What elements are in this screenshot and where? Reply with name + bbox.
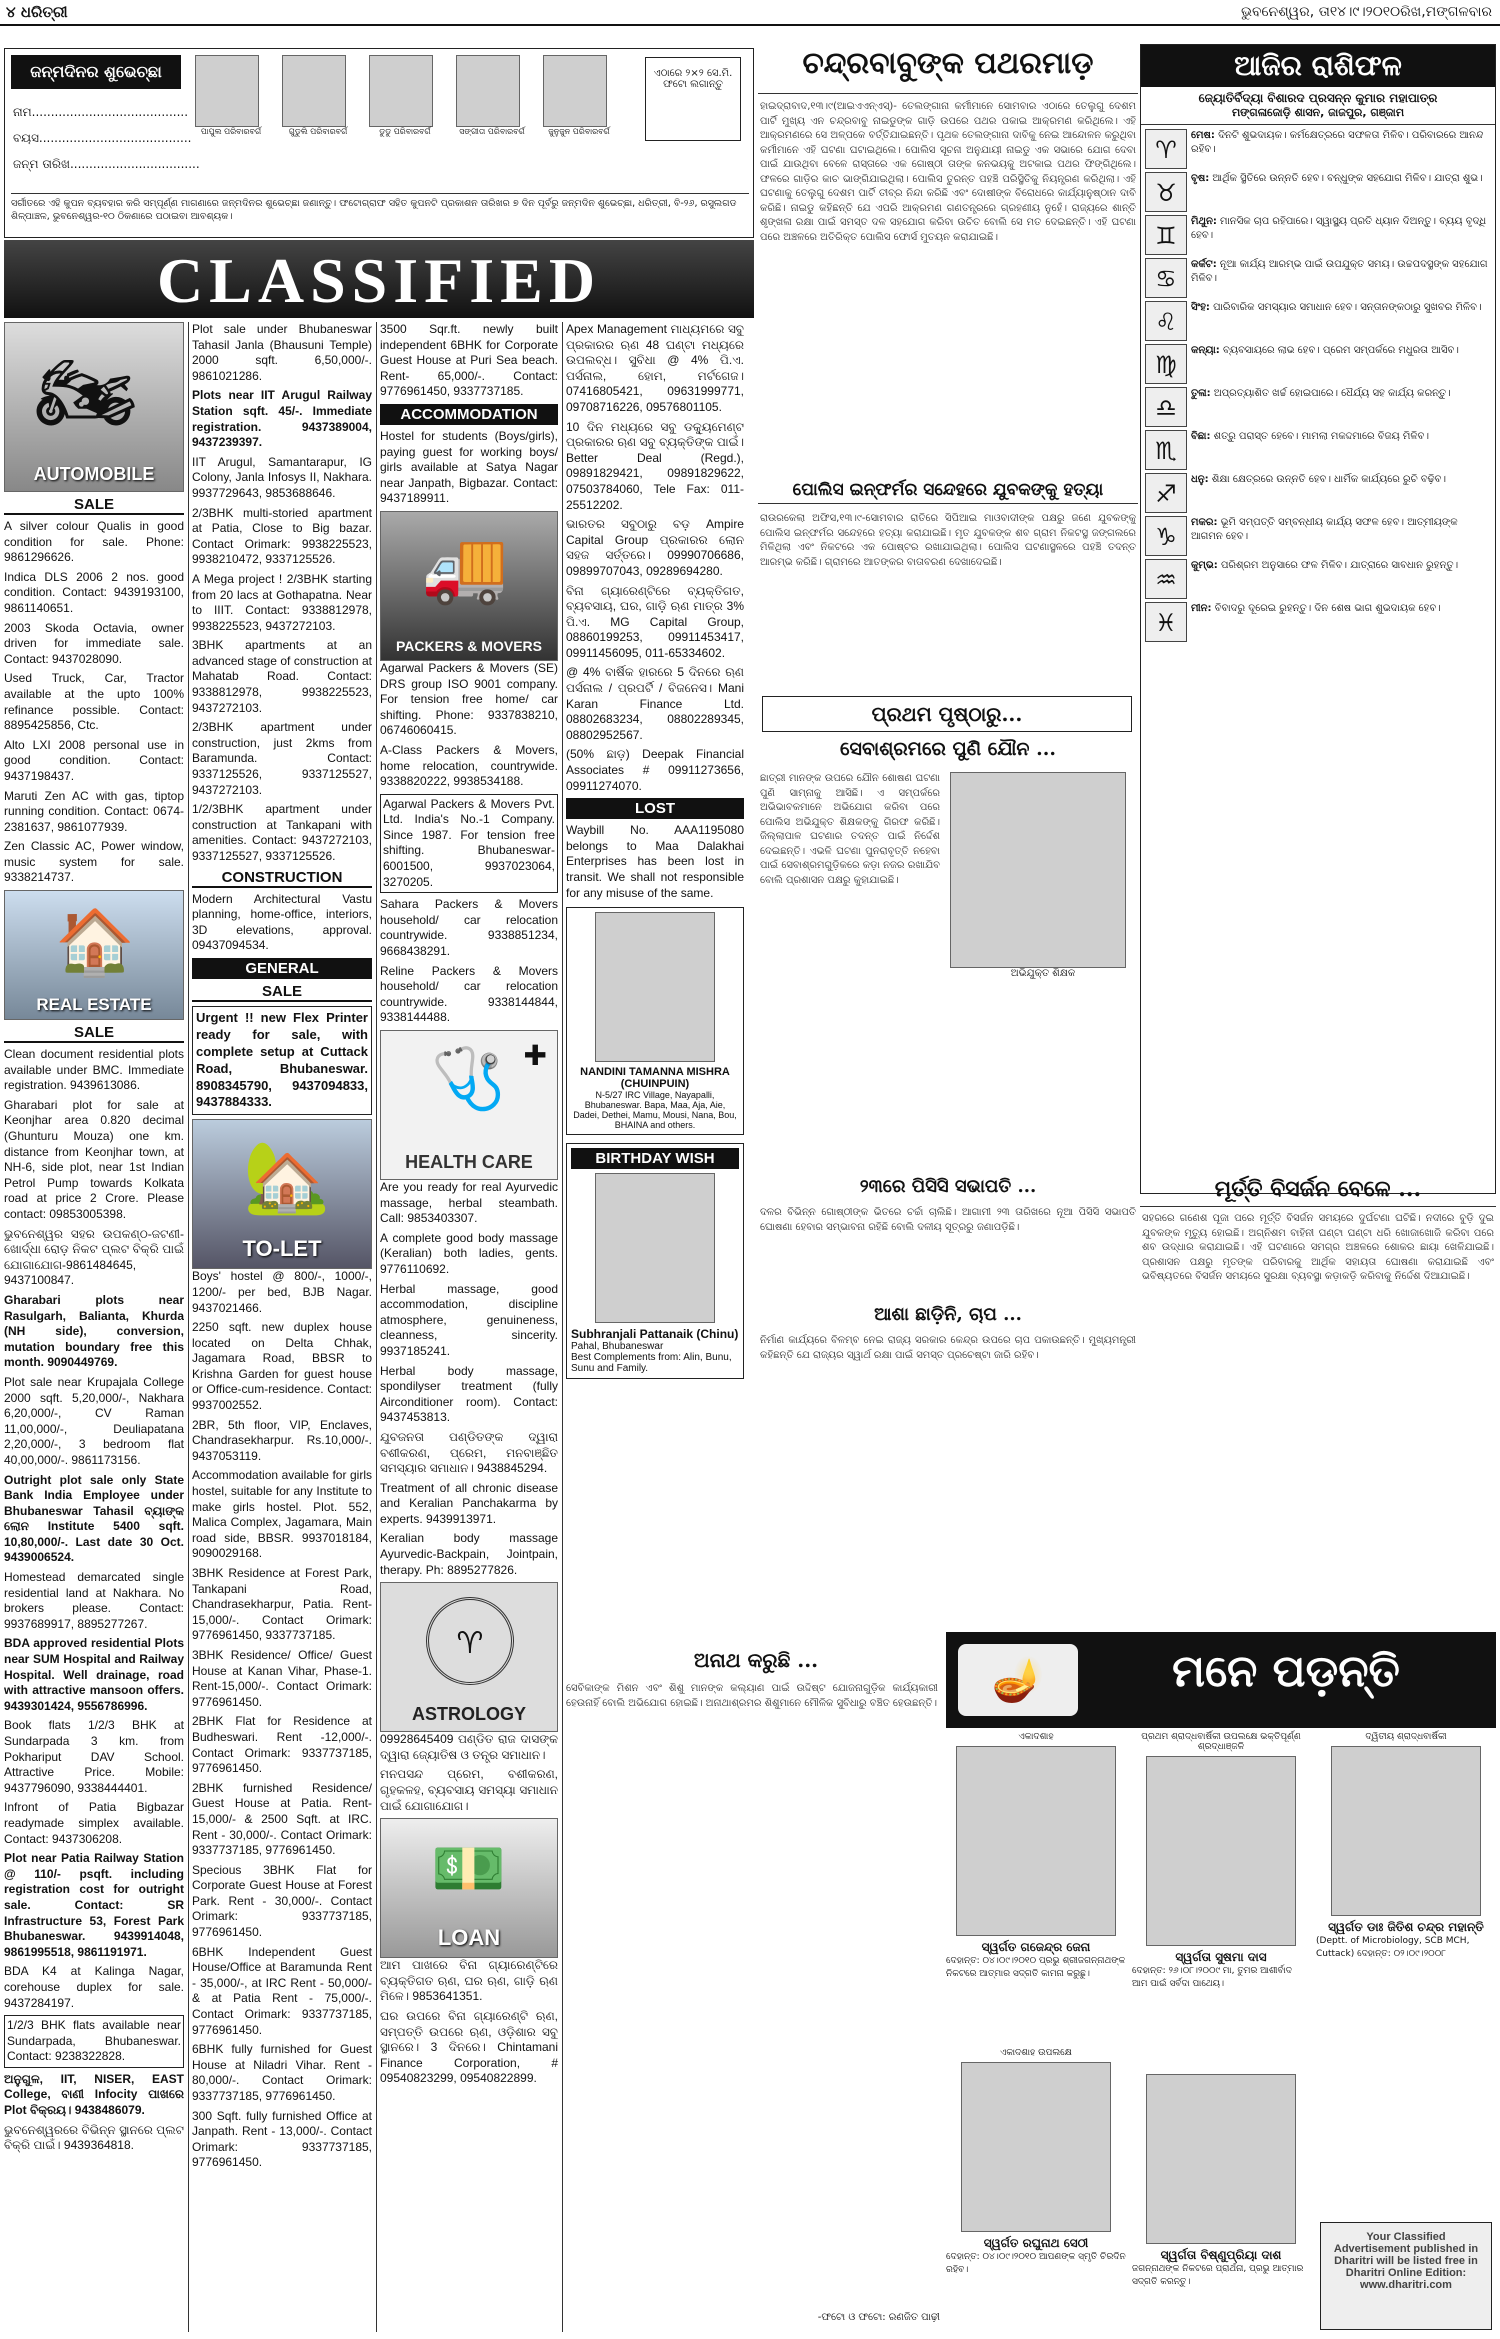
- classified-ad: Urgent !! new Flex Printer ready for sale, with complete setup at Cuttack Road, Bhubaneswar. 8908345790, 9437094833, 9437884333.: [192, 1006, 372, 1115]
- sagittarius-icon: ♐: [1145, 473, 1187, 513]
- birthday-notice-address: N-5/27 IRC Village, Nayapalli, Bhubaneswar. Bapa, Maa, Aja, Aie, Dadei, Dethei, Mamu, Mousi, Nana, Bou, BHAINA and others.: [573, 1090, 737, 1131]
- classified-ad: Used Truck, Car, Tractor available at the upto 100% refinance possible. Contact: 8895425856, Ctc.: [4, 671, 184, 733]
- sign-name: କନ୍ୟା:: [1191, 345, 1220, 356]
- horoscope-item-text: [1191, 129, 1491, 169]
- money-icon: 💵: [431, 1834, 506, 1905]
- coupon-footer: ସର୍ଗୀତରେ ଏହି କୁପନ ବ୍ୟବହାର କରି ସମ୍ପୂର୍ଣ୍ଣ ମାଗଣାରେ ଜନ୍ମଦିନର ଶୁଭେଚ୍ଛା ଜଣାନ୍ତୁ। ଫଟୋଗ୍ରାଫ ସହିତ କୁପନଟି ପ୍ରକାଶନ ତାରିଖର ୭ ଦିନ ପୂର୍ବରୁ ଜନ୍ମଦିନ ଶୁଭେଚ୍ଛା, ଧରିତ୍ରୀ, ବି-୨୬, ରସୁଲଗଡ ଶିଳ୍ପାଞ୍ଚଳ, ଭୁବନେଶ୍ୱର-୧୦ ଠିକଣାରେ ପଠାଇବା ଆବଶ୍ୟକ।: [11, 193, 749, 224]
- lost-heading: LOST: [566, 798, 744, 819]
- classified-ad: ଅନୁଗୁଳ, IIT, NISER, EAST College, ବାଣୀ Infocity ପାଖରେ Plot ବିକ୍ରୟ। 9438486079.: [4, 2071, 184, 2118]
- aries-icon: ♈: [1145, 129, 1187, 169]
- classified-ad: 2/3BHK multi-storied apartment at Patia, Close to Big bazar. Contact Orimark: 9938225523, 9938210472, 9337125526.: [192, 505, 372, 567]
- section-head: GENERAL: [192, 958, 372, 979]
- classified-ad: 2BHK furnished Residence/ Guest House at Patia. Rent-15,000/- & 2500 Sqft. at IRC. Rent - 30,000/-. Contact Orimark: 9337737185, 9776961450.: [192, 1780, 372, 1858]
- classified-ad: ଭୁବନେଶ୍ୱରରେ ବିଭିନ୍ନ ସ୍ଥାନରେ ପ୍ଲଟ ବିକ୍ରି ପାଇଁ। 9439364818.: [4, 2122, 184, 2153]
- classified-ad: Modern Architectural Vastu planning, home-office, interiors, 3D elevations, approval. 09437094534.: [192, 891, 372, 953]
- photo-placeholder-note: ଏଠାରେ ୨×୨ ସେ.ମି. ଫଟୋ ଲଗାନ୍ତୁ: [645, 57, 741, 141]
- classified-ad: Reline Packers & Movers household/ car relocation countrywide. 9338144844, 9338144488.: [380, 963, 558, 1025]
- memorial-item-1: [946, 1732, 1126, 2042]
- memorial-photo: [1146, 2074, 1296, 2244]
- classified-banner: [4, 240, 754, 318]
- building-icon: 🏡: [243, 1136, 331, 1219]
- classified-ad: 3BHK Residence at Forest Park, Tankapani Road, Chandrasekharpur, Patia. Rent-15,000/-. Contact Orimark: 9776961450, 9337737185.: [192, 1566, 372, 1643]
- memorial-banner: [946, 1632, 1496, 1728]
- horoscope-item-aquarius: [1145, 559, 1491, 599]
- horoscope-item-text: [1191, 387, 1451, 427]
- classified-ad: 1/2/3 BHK flats available near Sundarpada, Bhubaneswar. Contact: 9238322828.: [4, 2015, 184, 2068]
- anath-photo-credit: -ଫଟୋ ଓ ଫଟୋ: ରଣଜିତ ପାଢ଼ୀ: [817, 2312, 940, 2323]
- column-rule: [376, 322, 377, 2332]
- section-head: ACCOMMODATION: [380, 404, 558, 425]
- sign-text: ଶତ୍ରୁ ପରାସ୍ତ ହେବେ। ମାମଲା ମକଦ୍ଦମାରେ ବିଜୟ ମିଳିବ।: [1213, 431, 1429, 442]
- classified-ad: 2/3BHK apartment under construction, just 2kms from Baramunda. Contact: 9337125526, 9337125527, 9437272103.: [192, 720, 372, 797]
- classified-ad: Plot sale under Bhubaneswar Tahasil Janla (Bhausuni Temple) 2000 sqft. 6,50,000/-. 9861021286.: [192, 322, 372, 383]
- sign-name: ମିଥୁନ:: [1191, 216, 1217, 227]
- classified-ad: ଭୁବନେଶ୍ୱର ସହର ଉପକଣ୍ଠ-ଜଟଣୀ-ଖୋର୍ଦ୍ଧା ରୋଡ଼ ନିକଟ ପ୍ଲଟ ବିକ୍ରି ପାଇଁ ଯୋଗାଯୋଗ-9861484645, 9437100847.: [4, 1226, 184, 1288]
- classified-ad: Maruti Zen AC with gas, tiptop running condition. Contact: 0674-2381637, 9861077939.: [4, 788, 184, 834]
- front-page-label: ପ୍ରଥମ ପୃଷ୍ଠାରୁ...: [762, 696, 1132, 732]
- classified-ad: Herbal body massage, spondilyser treatment (fully Airconditioner room). Contact: 9437453813.: [380, 1363, 558, 1425]
- memorial-label: ଦ୍ୱିତୀୟ ଶ୍ରାଦ୍ଧବାର୍ଷିକୀ: [1365, 1732, 1447, 1742]
- stethoscope-icon: 🩺: [431, 1044, 506, 1114]
- capricorn-icon: ♑: [1145, 516, 1187, 556]
- classified-ad: A complete good body massage (Keralian) both ladies, gents. 9776110692.: [380, 1230, 558, 1276]
- birthday-wish-compliments: Best Complements from: Alin, Bunu, Sunu and Family.: [571, 1352, 732, 1375]
- classified-ad: 300 Sqft. fully furnished Office at Janpath. Rent - 13,000/-. Contact Orimark: 9337737185, 9776961450.: [192, 2108, 372, 2170]
- healthcare-banner: [380, 1030, 558, 1180]
- child-caption: ଡୁଡୁ ପରିବାରବର୍ଗ: [379, 127, 431, 136]
- classified-ad: 3500 Sqr.ft. newly built independent 6BHK for Corporate Guest House at Puri Sea beach. Rent- 65,000/-. Contact: 9776961450, 9337737185.: [380, 322, 558, 399]
- section-head: CONSTRUCTION: [192, 869, 372, 888]
- column-rule: [562, 322, 563, 2332]
- classified-ad: 2BR, 5th floor, VIP, Enclaves, Chandrasekharpur. Rs.10,000/-. 9437053119.: [192, 1417, 372, 1463]
- memorial-name: ସ୍ୱର୍ଗତ ଡାଃ ଜିତିଶ ଚନ୍ଦ୍ର ମହାନ୍ତି: [1328, 1920, 1484, 1934]
- loan-banner: [380, 1818, 558, 1958]
- horoscope-item-libra: [1145, 387, 1491, 427]
- horoscope-item-text: [1191, 172, 1483, 212]
- classified-ad: 2250 sqft. new duplex house located on Delta Chhak, Jagamara Road, BBSR to Krishna Garden for guest house or Office-cum-residence. Contact: 9937002552.: [192, 1320, 372, 1413]
- sign-text: ପରିଶ୍ରମ ଅନୁସାରେ ଫଳ ମିଳିବ। ଯାତ୍ରାରେ ସାବଧାନ ରୁହନ୍ତୁ।: [1220, 560, 1459, 571]
- column-rule: [188, 322, 189, 2332]
- classified-ad: Gharabari plot for sale at Keonjhar area 0.820 decimal (Ghunturu Mouza) one km. distance from Keonjhar town, at NH-6, side plot, near 1st Indian Petrol Pump towards Kolkata road at price 2 Crore. Please contact: 09853005398.: [4, 1097, 184, 1221]
- police-headline: ପୋଲିସ ଇନ୍‌ଫର୍ମର ସନ୍ଦେହରେ ଯୁବକଙ୍କୁ ହତ୍ୟା: [758, 480, 1138, 504]
- birthday-coupon-title: ଜନ୍ମଦିନର ଶୁଭେଚ୍ଛା: [11, 55, 181, 89]
- sign-text: ବିବାଦରୁ ଦୂରେଇ ରୁହନ୍ତୁ। ଦିନ ଶେଷ ଭାଗ ଶୁଭଦାୟକ ହେବ।: [1214, 603, 1441, 614]
- leo-icon: ♌: [1145, 301, 1187, 341]
- cancer-icon: ♋: [1145, 258, 1187, 298]
- classified-ad: ବିନା ଗ୍ୟାରେଣ୍ଟିରେ ବ୍ୟକ୍ତିଗତ, ବ୍ୟବସାୟ, ଘର, ଗାଡ଼ି ଋଣ ମାତ୍ର 3% ପି.ଏ. MG Capital Group, 08860199253, 09911453417, 09911456095, 011-65334602.: [566, 583, 744, 660]
- memorial-photo: [956, 1746, 1116, 1936]
- sign-name: ବୃଷ:: [1191, 173, 1210, 184]
- birthday-wish-nick: (Chinu): [696, 1327, 739, 1342]
- anath-article-body: ସେବିକାଙ୍କ ମିଶନ ଏବଂ ଶିଶୁ ମାନଙ୍କ କଲ୍ୟାଣ ପାଇଁ ଉଦ୍ଦିଷ୍ଟ ଯୋଜନାଗୁଡ଼ିକ କାର୍ଯ୍ୟକାରୀ ହେଉନାହିଁ ବୋଲି ଅଭିଯୋଗ ହୋଇଛି। ଅନାଥାଶ୍ରମର ଶିଶୁମାନେ ମୌଳିକ ସୁବିଧାରୁ ବଞ୍ଚିତ ହେଉଛନ୍ତି।: [566, 1683, 938, 1709]
- realestate-label: REAL ESTATE: [36, 995, 152, 1015]
- classified-ad: IIT Arugul, Samantarapur, IG Colony, Janla Infosys II, Nakhara. 9937729643, 9853688646.: [192, 454, 372, 500]
- pisces-icon: ♓: [1145, 602, 1187, 642]
- realestate-banner: [4, 890, 184, 1020]
- classified-ad: ଘର ଉପରେ ବିନା ଗ୍ୟାରେଣ୍ଟି ଋଣ, ସମ୍ପତ୍ତି ଉପରେ ଋଣ, ଓଡ଼ିଶାର ସବୁ ସ୍ଥାନରେ। 3 ଦିନରେ। Chintamani Finance Corporation, # 09540823299, 09540822899.: [380, 2009, 558, 2086]
- horoscope-item-aries: [1145, 129, 1491, 169]
- memorial-item-2: [1132, 1732, 1310, 2062]
- truck-icon: 🚚: [421, 525, 509, 608]
- memorial-photo: [1146, 1756, 1296, 1946]
- packers-label: PACKERS & MOVERS: [396, 637, 542, 654]
- classified-ad: Outright plot sale only State Bank India Employee under Bhubaneswar Tahasil ବ୍ୟାଙ୍କ ଲୋନ Institute 5400 sqft. 10,80,000/-. Last date 30 Oct. 9439006524.: [4, 1472, 184, 1565]
- child-photo-4: [456, 55, 528, 141]
- taurus-icon: ♉: [1145, 172, 1187, 212]
- section-head: SALE: [4, 496, 184, 515]
- sign-text: ଦିନଟି ଶୁଭଦାୟକ। କର୍ମକ୍ଷେତ୍ରରେ ସଫଳତା ମିଳିବ। ପରିବାରରେ ଆନନ୍ଦ ରହିବ।: [1191, 130, 1484, 155]
- horoscope-item-scorpio: [1145, 430, 1491, 470]
- anath-headline: ଅନାଥ କରୁଛି ...: [693, 1648, 819, 1672]
- teacher-photo: [950, 772, 1126, 968]
- section-head: SALE: [4, 1024, 184, 1043]
- sign-name: କୁମ୍ଭ:: [1191, 560, 1218, 571]
- classified-ad: A Mega project ! 2/3BHK starting from 20 lacs at Gothapatna. Near to IIIT. Contact: 9338812978, 9938225523, 9437272103.: [192, 571, 372, 633]
- astrology-banner: [380, 1582, 558, 1732]
- child-photo-5: [543, 55, 615, 141]
- classified-ad: A-Class Packers & Movers, home relocation, countrywide. 9338820222, 9938534188.: [380, 742, 558, 789]
- memorial-photo: [961, 2062, 1111, 2232]
- horoscope-title: ଆଜିର ରାଶିଫଳ: [1141, 45, 1495, 87]
- horoscope-address: ମଙ୍ଗଳାଜୋଡ଼ି ଶାସନ, ଜାଜପୁର, ଗଞ୍ଜାମ: [1141, 106, 1495, 125]
- classified-ad: Plots near IIT Arugul Railway Station sqft. 45/-. Immediate registration. 9437389004, 9437239397.: [192, 388, 372, 450]
- dateline: ଭୁବନେଶ୍ୱର, ତା୧୪।୯।୨୦୧୦ରିଖ,ମଙ୍ଗଳବାର: [1240, 4, 1492, 20]
- coupon-field-age: ବୟସ........................................: [13, 131, 192, 145]
- sign-text: ନୂଆ କାର୍ଯ୍ୟ ଆରମ୍ଭ ପାଇଁ ଉପଯୁକ୍ତ ସମୟ। ଉଚ୍ଚପଦସ୍ଥଙ୍କ ସହଯୋଗ ମିଳିବ।: [1191, 259, 1488, 284]
- masthead: [0, 0, 1500, 26]
- classified-ad: 09928645409 ପଣ୍ଡିତ ରାଜ ଦାସଙ୍କ ଦ୍ୱାରା ଜ୍ୟୋତିଷ ଓ ତନ୍ତ୍ର ସମାଧାନ।: [380, 1732, 558, 1762]
- sign-name: ସିଂହ:: [1191, 302, 1210, 313]
- lost-notice: Waybill No. AAA1195080 belongs to Maa Dalakhai Enterprises has been lost in transit. We shall not responsible for any misuse of the same.: [566, 823, 744, 900]
- horoscope-item-text: [1191, 430, 1429, 470]
- tolet-banner: [192, 1119, 372, 1269]
- memorial-label: ଏକାଦଶାହ ଉପଲକ୍ଷେ: [1000, 2048, 1072, 2058]
- horoscope-item-text: [1191, 473, 1446, 513]
- child-photo: [369, 55, 433, 127]
- horoscope-item-text: [1191, 602, 1441, 642]
- classified-column-1: [4, 322, 184, 2322]
- memorial-name: ସ୍ୱର୍ଗତ ଗଜେନ୍ଦ୍ର ଜେନା: [981, 1940, 1091, 1954]
- libra-icon: ♎: [1145, 387, 1187, 427]
- healthcare-label: HEALTH CARE: [405, 1152, 533, 1172]
- classified-ad: Accommodation available for girls hostel, suitable for any Institute to make girls hostel. Plot. 552, Malica Complex, Jagamara, Main road side, BBSR. 9937018184, 9090029168.: [192, 1468, 372, 1561]
- asha-article-body: ନିର୍ମାଣ କାର୍ଯ୍ୟରେ ବିଳମ୍ବ ନେଇ ରାଜ୍ୟ ସରକାର କେନ୍ଦ୍ର ଉପରେ ଚାପ ପକାଉଛନ୍ତି। ମୁଖ୍ୟମନ୍ତ୍ରୀ କହିଛନ୍ତି ଯେ ରାଜ୍ୟର ସ୍ୱାର୍ଥ ରକ୍ଷା ପାଇଁ ସମସ୍ତ ପ୍ରଚେଷ୍ଟା ଜାରି ରହିବ।: [760, 1335, 1136, 1361]
- horoscope-item-pisces: [1145, 602, 1491, 642]
- lead-headline: ଚନ୍ଦ୍ରବାବୁଙ୍କ ପଥରମାଡ଼: [758, 46, 1138, 94]
- classified-ad: 2003 Skoda Octavia, owner driven for immediate sale. Contact: 9437028090.: [4, 620, 184, 666]
- classified-ad: Agarwal Packers & Movers Pvt. Ltd. India's No.-1 Company. Since 1987. For tension free shifting. Bhubaneswar-6001500, 9937023064, 3270205.: [380, 794, 558, 894]
- sign-text: ଅପ୍ରତ୍ୟାଶିତ ଖର୍ଚ୍ଚ ହୋଇପାରେ। ଧୈର୍ଯ୍ୟ ସହ କାର୍ଯ୍ୟ କରନ୍ତୁ।: [1213, 388, 1451, 399]
- sign-name: ମକର:: [1191, 517, 1218, 528]
- birthday-notice-name: NANDINI TAMANNA MISHRA (CHUINPUIN): [580, 1066, 730, 1091]
- birthday-wish-fullname: Subhranjali Pattanaik: [571, 1327, 694, 1342]
- classified-ad: ମନପସନ୍ଦ ପ୍ରେମ, ବଶୀକରଣ, ଗୃହକଳହ, ବ୍ୟବସାୟ ସମସ୍ୟା ସମାଧାନ ପାଇଁ ଯୋଗାଯୋଗ।: [380, 1767, 558, 1813]
- classified-ad: Indica DLS 2006 2 nos. good condition. Contact: 9439193100, 9861140651.: [4, 569, 184, 615]
- horoscope-item-text: [1191, 258, 1491, 298]
- child-caption: ସଙ୍ଗୀତା ପରିବାରବର୍ଗ: [459, 127, 525, 136]
- person-photo: [595, 1173, 715, 1323]
- sign-text: ପାରିବାରିକ ସମସ୍ୟାର ସମାଧାନ ହେବ। ସନ୍ତାନଙ୍କଠାରୁ ସୁଖବର ମିଳିବ।: [1213, 302, 1482, 313]
- horoscope-item-taurus: [1145, 172, 1491, 212]
- child-photo: [456, 55, 520, 127]
- sign-name: ତୁଳା:: [1191, 388, 1211, 399]
- classified-column-3: [380, 322, 558, 2322]
- coupon-field-dob: ଜନ୍ମ ତାରିଖ..................................: [13, 157, 200, 171]
- automobile-banner: [4, 322, 184, 492]
- horoscope-item-virgo: [1145, 344, 1491, 384]
- horoscope-item-gemini: [1145, 215, 1491, 255]
- gemini-icon: ♊: [1145, 215, 1187, 255]
- birthday-wish-place: Pahal, Bhubaneswar: [571, 1341, 664, 1353]
- diya-icon: 🪔: [958, 1644, 1078, 1716]
- memorial-detail: ଦେହାନ୍ତ: ୨୬।୦୮।୨୦୦୯ ମା, ତୁମର ଆଶୀର୍ବାଦ ଆମ ପାଇଁ ସର୍ବଦା ପାଥେୟ।: [1132, 1966, 1292, 1989]
- sevashram-article-body: ଛାତ୍ରୀ ମାନଙ୍କ ଉପରେ ଯୌନ ଶୋଷଣ ଘଟଣା ପୁଣି ସାମ୍ନାକୁ ଆସିଛି। ଏ ସମ୍ପର୍କରେ ଅଭିଭାବକମାନେ ଅଭିଯୋଗ କରିବା ପରେ ପୋଲିସ ଅଭିଯୁକ୍ତ ଶିକ୍ଷକଙ୍କୁ ଗିରଫ କରିଛି। ଜିଲ୍ଲାପାଳ ଘଟଣାର ତଦନ୍ତ ପାଇଁ ନିର୍ଦ୍ଦେଶ ଦେଇଛନ୍ତି। ଏଭଳି ଘଟଣା ପୁନରାବୃତ୍ତି ନହେବା ପାଇଁ ସେବାଶ୍ରମଗୁଡ଼ିକରେ କଡ଼ା ନଜର ରଖାଯିବ ବୋଲି ପ୍ରଶାସନ ପକ୍ଷରୁ କୁହାଯାଇଛି।: [760, 773, 940, 886]
- aquarius-icon: ♒: [1145, 559, 1187, 599]
- page-number: ୪ ଧରିତ୍ରୀ: [6, 3, 68, 21]
- lead-article-body: ହାଇଦ୍ରାବାଦ,୧୩।୯(ଆଇଏଏନ୍‌ଏସ୍‌)- ତେଲଙ୍ଗାନା କର୍ମୀମାନେ ସୋମବାର ଏଠାରେ ତେଲୁଗୁ ଦେଶମ ପାର୍ଟି ମୁଖ୍ୟ ଏନ ଚନ୍ଦ୍ରବାବୁ ନାଇଡୁଙ୍କ ଗାଡ଼ି ଉପରେ ପଥର ପକାଇ ଆକ୍ରମଣ କରିଥିଲେ। ଏହି ଆକ୍ରମଣରେ ସେ ଅଳ୍ପକେ ବର୍ତ୍ତିଯାଇଛନ୍ତି। ପୃଥକ ତେଲଙ୍ଗାନା ଦାବିକୁ ନେଇ ଆନ୍ଦୋଳନ କରୁଥିବା କର୍ମୀମାନେ ଏହି ଘଟଣା ଘଟାଇଥିଲେ। ପୋଲିସ ସୂଚନା ଅନୁଯାୟୀ ନାଇଡୁ ଏକ ସଭାରେ ଯୋଗ ଦେବା ପାଇଁ ଯାଉଥିବା ବେଳେ ରାସ୍ତାରେ ଏକ ଗୋଷ୍ଠୀ ତାଙ୍କ କନଭୟକୁ ଅଟକାଇ ପଥର ଫିଙ୍ଗିଥିଲେ। ଫଳରେ ଗାଡ଼ିର କାଚ ଭାଙ୍ଗିଯାଇଥିଲା। ପୋଲିସ ତୁରନ୍ତ ପହଞ୍ଚି ପରିସ୍ଥିତିକୁ ନିୟନ୍ତ୍ରଣ କରିଥିଲା। ଏହି ଘଟଣାକୁ ତେଲୁଗୁ ଦେଶମ ପାର୍ଟି ତୀବ୍ର ନିନ୍ଦା କରିଛି ଏବଂ ଦୋଷୀଙ୍କ ବିରୋଧରେ କାର୍ଯ୍ୟାନୁଷ୍ଠାନ ଦାବି କରିଛି। ନାଇଡୁ କହିଛନ୍ତି ଯେ ଏପରି ଆକ୍ରମଣ ଗଣତନ୍ତ୍ରରେ ଗ୍ରହଣୀୟ ନୁହେଁ। ରାଜ୍ୟରେ ଶାନ୍ତି ଶୃଙ୍ଖଳା ରକ୍ଷା ପାଇଁ ସମସ୍ତ ଦଳ ସହଯୋଗ କରିବା ଉଚିତ ବୋଲି ସେ ମତ ଦେଇଛନ୍ତି। ଏହି ଘଟଣା ପରେ ଅଞ୍ଚଳରେ ଅତିରିକ୍ତ ପୋଲିସ ଫୋର୍ସ ମୁତୟନ କରାଯାଇଛି।: [760, 101, 1136, 243]
- classified-ad: BDA approved residential Plots near SUM Hospital and Railway Hospital. Well drainage, road with attractive mansoon offers. 9439301424, 9556786996.: [4, 1636, 184, 1713]
- police-article-body: ରାଉରକେଲା ଅଫିସ,୧୩।୯-ସୋମବାର ରାତିରେ ସିପିଆଇ ମାଓବାଦୀଙ୍କ ପକ୍ଷରୁ ଜଣେ ଯୁବକଙ୍କୁ ପୋଲିସ ଇନ୍‌ଫର୍ମର ସନ୍ଦେହରେ ହତ୍ୟା କରାଯାଇଛି। ମୃତ ଯୁବକଙ୍କ ଶବ ଗ୍ରାମ ନିକଟସ୍ଥ ଜଙ୍ଗଲରେ ମିଳିଥିଲା ଏବଂ ନିକଟରେ ଏକ ପୋଷ୍ଟର ରଖାଯାଇଥିଲା। ପୋଲିସ ଘଟଣାସ୍ଥଳରେ ପହଞ୍ଚି ତଦନ୍ତ ଆରମ୍ଭ କରିଛି। ଗ୍ରାମରେ ଆତଙ୍କର ବାତାବରଣ ଦେଖାଦେଇଛି।: [760, 513, 1136, 568]
- classified-ad: Alto LXI 2008 personal use in good condition. Contact: 9437198437.: [4, 737, 184, 783]
- virgo-icon: ♍: [1145, 344, 1187, 384]
- sign-name: ମେଷ:: [1191, 130, 1215, 141]
- child-photo-2: [282, 55, 354, 141]
- classified-ad: 3BHK apartments at an advanced stage of construction at Mahatab Road. Contact: 9338812978, 9938225523, 9437272103.: [192, 638, 372, 715]
- classified-ad: 1/2/3BHK apartment under construction at Tankapani with amenities. Contact: 9437272103, 9337125527, 9337125526.: [192, 802, 372, 863]
- child-photo: [543, 55, 607, 127]
- classified-ad: 10 ଦିନ ମଧ୍ୟରେ ସବୁ ଡକ୍ୟୁମେଣ୍ଟ ପ୍ରକାରର ଋଣ ସବୁ ବ୍ୟକ୍ତିଙ୍କ ପାଇଁ। Better Deal (Regd.), 09891829421, 09891829622, 07503784060, Tele Fax: 011-25512202.: [566, 419, 744, 512]
- horoscope-item-text: [1191, 559, 1458, 599]
- astrology-label: ASTROLOGY: [411, 1704, 526, 1725]
- classified-ad: Apex Management ମାଧ୍ୟମରେ ସବୁ ପ୍ରକାରର ଋଣ 48 ଘଣ୍ଟା ମଧ୍ୟରେ ଉପଲବ୍ଧ। ସୁବିଧା @ 4% ପି.ଏ. ପର୍ସନାଲ, ହୋମ, ମର୍ଟଗେଜ। 07416805421, 09631999771, 09708716226, 09576801105.: [566, 322, 744, 414]
- sign-text: ଆର୍ଥିକ ସ୍ଥିତିରେ ଉନ୍ନତି ହେବ। ବନ୍ଧୁଙ୍କ ସହଯୋଗ ମିଳିବ। ଯାତ୍ରା ଶୁଭ।: [1212, 173, 1483, 184]
- classified-ad: @ 4% ବାର୍ଷିକ ହାରରେ 5 ଦିନରେ ଋଣ ପର୍ସନାଲ / ପ୍ରପର୍ଟି / ବିଜନେସ। Mani Karan Finance Ltd. 08802683234, 08802289345, 08802952567.: [566, 665, 744, 742]
- coupon-field-name: ନାମ.........................................: [13, 105, 189, 119]
- birthday-wish-name: [571, 1327, 739, 1341]
- classified-ad: Sahara Packers & Movers household/ car relocation countrywide. 9338851234, 9668438291.: [380, 897, 558, 959]
- zodiac-wheel-icon: ♈: [426, 1597, 514, 1685]
- classified-ad: Homestead demarcated single residential land at Nakhara. No brokers please. Contact: 9937689917, 8895277267.: [4, 1570, 184, 1631]
- classified-ad: 6BHK Independent Guest House/Office at Baramunda Rent - 35,000/-, at IRC Rent - 50,000/- & at Patia Rent - 75,000/-. Contact Orimark: 9337737185, 9776961450.: [192, 1944, 372, 2037]
- online-edition-note: Your Classified Advertisement published in Dharitri will be listed free in Dharitri Online Edition: www.dharitri.com: [1320, 2222, 1492, 2330]
- memorial-name: ସ୍ୱର୍ଗତା ସୁଷମା ଦାସ: [1175, 1950, 1267, 1964]
- horoscope-item-text: [1191, 215, 1491, 255]
- pcc-headline: ୨୩ରେ ପିସିସି ସଭାପତି ...: [859, 1176, 1037, 1197]
- memorial-label: ପ୍ରଥମ ଶ୍ରାଦ୍ଧବାର୍ଷିକୀ ଉପଲକ୍ଷେ ଭକ୍ତିପୂର୍ଣ୍ଣ ଶ୍ରଦ୍ଧାଞ୍ଜଳି: [1141, 1732, 1301, 1752]
- classified-column-4: [566, 322, 744, 1522]
- murti-article-body: ସହରରେ ଗଣେଶ ପୂଜା ପରେ ମୂର୍ତ୍ତି ବିସର୍ଜନ ସମୟରେ ଦୁର୍ଘଟଣା ଘଟିଛି। ନଦୀରେ ବୁଡ଼ି ଦୁଇ ଯୁବକଙ୍କ ମୃତ୍ୟୁ ହୋଇଛି। ଅଗ୍ନିଶମ ବାହିନୀ ଘଣ୍ଟା ଘଣ୍ଟା ଧରି ଖୋଜାଖୋଜି କରିବା ପରେ ଶବ ଉଦ୍ଧାର କରାଯାଇଛି। ଏହି ଘଟଣାରେ ସମଗ୍ର ଅଞ୍ଚଳରେ ଶୋକର ଛାୟା ଖେଳିଯାଇଛି। ପ୍ରଶାସନ ପକ୍ଷରୁ ମୃତଙ୍କ ପରିବାରକୁ ଆର୍ଥିକ ସହାୟତା ଘୋଷଣା କରାଯାଇଛି ଏବଂ ଭବିଷ୍ୟତରେ ବିସର୍ଜନ ସମୟରେ ସୁରକ୍ଷା ବ୍ୟବସ୍ଥା କଡ଼ାକଡ଼ି କରିବାକୁ ନିର୍ଦ୍ଦେଶ ଦିଆଯାଇଛି।: [1142, 1213, 1494, 1282]
- classified-ad: ଭାରତର ସବୁଠାରୁ ବଡ଼ Ampire Capital Group ପ୍ରକାରର ଲୋନ ସହଜ ସର୍ତ୍ତରେ। 09990706686, 09899707043, 09289694280.: [566, 517, 744, 578]
- horoscope-item-capricorn: [1145, 516, 1491, 556]
- child-photo-3: [369, 55, 441, 141]
- motorbike-icon: 🏍: [35, 346, 137, 439]
- murti-headline: ମୂର୍ତ୍ତି ବିସର୍ଜନ ବେଳେ ...: [1140, 1176, 1496, 1207]
- horoscope-astrologer: ଜ୍ୟୋତିର୍ବିଦ୍ୟା ବିଶାରଦ ପ୍ରସନ୍ନ କୁମାର ମହାପାତ୍ର: [1198, 91, 1438, 105]
- classified-ad: 3BHK Residence/ Office/ Guest House at Kanan Vihar, Phase-1. Rent-15,000/-. Contact Orimark: 9776961450.: [192, 1647, 372, 1709]
- child-caption: ଗୁଡୁଲି ପରିବାରବର୍ଗ: [288, 127, 348, 136]
- classified-ad: A silver colour Qualis in good condition for sale. Phone: 9861296626.: [4, 519, 184, 565]
- memorial-detail: ଜଗନ୍ନାଥଙ୍କ ନିକଟରେ ପ୍ରାର୍ଥନା, ପ୍ରଭୁ ଆତ୍ମାର ସଦ୍‌ଗତି କରନ୍ତୁ।: [1132, 2264, 1304, 2287]
- memorial-label: ଏକାଦଶାହ: [1018, 1732, 1054, 1742]
- memorial-item-3: [1316, 1732, 1496, 2062]
- classified-ad: Plot sale near Krupajala College 2000 sqft. 5,20,000/-, Nakhara 6,20,000/-, CV Raman 11,00,000/-, Deuliapatana 2,20,000/-, 3 bedroom flat 40,00,000/-. 9861173156.: [4, 1374, 184, 1467]
- sign-text: ଭୂମି ସମ୍ପତ୍ତି ସମ୍ବନ୍ଧୀୟ କାର୍ଯ୍ୟ ସଫଳ ହେବ। ଆତ୍ମୀୟଙ୍କ ଆଗମନ ହେବ।: [1191, 517, 1458, 542]
- memorial-item-5: [1132, 2070, 1310, 2335]
- teacher-photo-block: [950, 772, 1136, 988]
- child-caption: ଜୁନୁଜୁନ ପରିବାରବର୍ଗ: [548, 127, 610, 136]
- classified-ad: Specious 3BHK Flat for Corporate Guest House at Forest Park. Rent - 30,000/-. Contact Orimark: 9337737185, 9776961450.: [192, 1862, 372, 1940]
- sign-name: ମୀନ:: [1191, 603, 1212, 614]
- classified-ad: Book flats 1/2/3 BHK at Sundarpada 3 km. from Pokhariput DAV School. Attractive Price. Mobile: 9437796090, 9338444401.: [4, 1718, 184, 1795]
- horoscope-item-text: [1191, 516, 1491, 556]
- horoscope-item-text: [1191, 344, 1459, 384]
- sign-name: ଧନୁ:: [1191, 474, 1209, 485]
- classified-ad: Infront of Patia Bigbazar readymade simplex available. Contact: 9437306208.: [4, 1800, 184, 1846]
- child-caption: ପାପୁଲ ପରିବାରବର୍ଗ: [200, 127, 262, 136]
- classified-ad: Clean document residential plots available under BMC. Immediate registration. 9439613086.: [4, 1047, 184, 1093]
- sign-text: ଶିକ୍ଷା କ୍ଷେତ୍ରରେ ଉନ୍ନତି ହେବ। ଧାର୍ମିକ କାର୍ଯ୍ୟରେ ରୁଚି ବଢ଼ିବ।: [1211, 474, 1446, 485]
- sevashram-article-body-cont: [950, 994, 1136, 1170]
- memorial-detail: (Deptt. of Microbiology, SCB MCH, Cuttack) ଦେହାନ୍ତ: ୦୨।୦୯।୨୦୦୮: [1316, 1936, 1470, 1959]
- classified-ad: Zen Classic AC, Power window, music system for sale. 9338214737.: [4, 839, 184, 885]
- plus-icon: ✚: [523, 1039, 547, 1072]
- classified-ad: ଆମ ପାଖରେ ବିନା ଗ୍ୟାରେଣ୍ଟିରେ ବ୍ୟକ୍ତିଗତ ଋଣ, ଘର ଋଣ, ଗାଡ଼ି ଋଣ ମିଳେ। 9853641351.: [380, 1958, 558, 2004]
- classified-ad: Agarwal Packers & Movers (SE) DRS group ISO 9001 company. For tension free home/ car shifting. Phone: 9337838210, 06746060415.: [380, 660, 558, 738]
- child-photo: [282, 55, 346, 127]
- sign-name: ବିଛା:: [1191, 431, 1211, 442]
- memorial-detail: ଦେହାନ୍ତ: ୦୪।୦୯।୨୦୧୦ ଆପଣଙ୍କ ସ୍ମୃତି ଚିରଦିନ ରହିବ।: [946, 2252, 1126, 2275]
- sevashram-headline: ସେବାଶ୍ରମରେ ପୁଣି ଯୌନ ...: [840, 738, 1056, 760]
- classified-ad: 6BHK fully furnished for Guest House at Niladri Vihar. Rent - 80,000/-. Contact Orimark: 9337737185, 9776961450.: [192, 2042, 372, 2103]
- scorpio-icon: ♏: [1145, 430, 1187, 470]
- memorial-title: ମନେ ପଡ଼ନ୍ତି: [1172, 1646, 1400, 1697]
- child-photo: [195, 55, 259, 127]
- classified-ad: 2BHK Flat for Residence at Budheswari. Rent -12,000/-. Contact Orimark: 9337737185, 9776961450.: [192, 1714, 372, 1776]
- classified-column-2: [192, 322, 372, 2322]
- child-photo-1: [195, 55, 267, 141]
- asha-headline: ଆଶା ଛାଡ଼ିନି, ଚାପ ...: [874, 1304, 1022, 1325]
- child-photo: [595, 912, 715, 1062]
- pcc-article-body: ଦଳର ବିଭିନ୍ନ ଗୋଷ୍ଠୀଙ୍କ ଭିତରେ ଚର୍ଚ୍ଚା ଚାଲିଛି। ଆଗାମୀ ୨୩ ତାରିଖରେ ନୂଆ ପିସିସି ସଭାପତି ଘୋଷଣା ହେବାର ସମ୍ଭାବନା ରହିଛି ବୋଲି ଦଳୀୟ ସୂତ୍ରରୁ ଜଣାପଡ଼ିଛି।: [760, 1207, 1136, 1233]
- automobile-label: AUTOMOBILE: [33, 464, 155, 484]
- house-icon: 🏠: [55, 906, 135, 981]
- teacher-caption: ଅଭିଯୁକ୍ତ ଶିକ୍ଷକ: [1010, 968, 1076, 979]
- birthday-notice: [566, 907, 744, 1135]
- horoscope-panel: [1140, 44, 1496, 1194]
- classified-banner-text: CLASSIFIED: [156, 245, 602, 316]
- sign-text: ମାନସିକ ଚାପ ରହିପାରେ। ସ୍ୱାସ୍ଥ୍ୟ ପ୍ରତି ଧ୍ୟାନ ଦିଅନ୍ତୁ। ବ୍ୟୟ ବୃଦ୍ଧି ହେବ।: [1191, 216, 1487, 241]
- horoscope-item-leo: [1145, 301, 1491, 341]
- birthday-wish-title: BIRTHDAY WISH: [571, 1148, 739, 1169]
- horoscope-item-sagittarius: [1145, 473, 1491, 513]
- section-head: SALE: [192, 983, 372, 1002]
- memorial-name: ସ୍ୱର୍ଗତା ବିଷ୍ଣୁପ୍ରିୟା ଦାଶ: [1160, 2248, 1282, 2262]
- sign-text: ବ୍ୟବସାୟରେ ଲାଭ ହେବ। ପ୍ରେମ ସମ୍ପର୍କରେ ମଧୁରତା ଆସିବ।: [1223, 345, 1459, 356]
- classified-ad: BDA K4 at Kalinga Nagar, corehouse duplex for sale. 9437284197.: [4, 1964, 184, 2010]
- memorial-photo: [1331, 1746, 1481, 1916]
- classified-ad: Keralian body massage Ayurvedic-Backpain, Jointpain, therapy. Ph: 8895277826.: [380, 1531, 558, 1577]
- birthday-wish: [566, 1143, 744, 1379]
- classified-ad: Hostel for students (Boys/girls), paying guest for working boys/ girls available at Satya Nagar near Janpath, Bigbazar. Contact: 9437189911.: [380, 428, 558, 506]
- tolet-label: TO-LET: [242, 1236, 322, 1262]
- horoscope-item-cancer: [1145, 258, 1491, 298]
- loan-label: LOAN: [437, 1925, 501, 1951]
- classified-ad: ଯୁବଜନତା ପଣ୍ଡିତଙ୍କ ଦ୍ୱାରା ବଶୀକରଣ, ପ୍ରେମ, ମନବାଞ୍ଛିତ ସମସ୍ୟାର ସମାଧାନ। 9438845294.: [380, 1429, 558, 1476]
- classified-ad: (50% ଛାଡ଼) Deepak Financial Associates # 09911273656, 09911274070.: [566, 747, 744, 793]
- classified-ad: Plot near Patia Railway Station @ 110/- psqft. including registration cost for outright sale. Contact: SR Infrastructure 53, Forest Park Bhubaneswar. 9439914048, 9861995518, 9861191971.: [4, 1851, 184, 1959]
- horoscope-item-text: [1191, 301, 1481, 341]
- sign-name: କର୍କଟ:: [1191, 259, 1217, 270]
- classified-ad: Treatment of all chronic disease and Keralian Panchakarma by experts. 9439913971.: [380, 1480, 558, 1526]
- packers-banner: [380, 511, 558, 661]
- classified-ad: Gharabari plots near Rasulgarh, Balianta, Khurda (NH side), conversion, mutation boundary free this month. 9090449769.: [4, 1292, 184, 1370]
- classified-ad: Boys' hostel @ 800/-, 1000/-, 1200/- per bed, BJB Nagar. 9437021466.: [192, 1269, 372, 1315]
- continued-article-left: [566, 1530, 744, 1630]
- memorial-detail: ଦେହାନ୍ତ: ୦୪।୦୯।୨୦୧୦ ପ୍ରଭୁ ଶ୍ରୀଜଗନ୍ନାଥଙ୍କ ନିକଟରେ ଆତ୍ମାର ସଦ୍‌ଗତି କାମନା କରୁଛୁ।: [946, 1956, 1126, 1979]
- classified-ad: Are you ready for real Ayurvedic massage, herbal steambath. Call: 9853403307.: [380, 1180, 558, 1226]
- birthday-coupon: [4, 48, 754, 238]
- memorial-item-4: [946, 2048, 1126, 2333]
- classified-ad: Herbal massage, good accommodation, discipline atmosphere, genuineness, cleanness, sincerity. 9937185241.: [380, 1281, 558, 1358]
- memorial-name: ସ୍ୱର୍ଗତ ରଘୁନାଥ ସେଠୀ: [983, 2236, 1089, 2250]
